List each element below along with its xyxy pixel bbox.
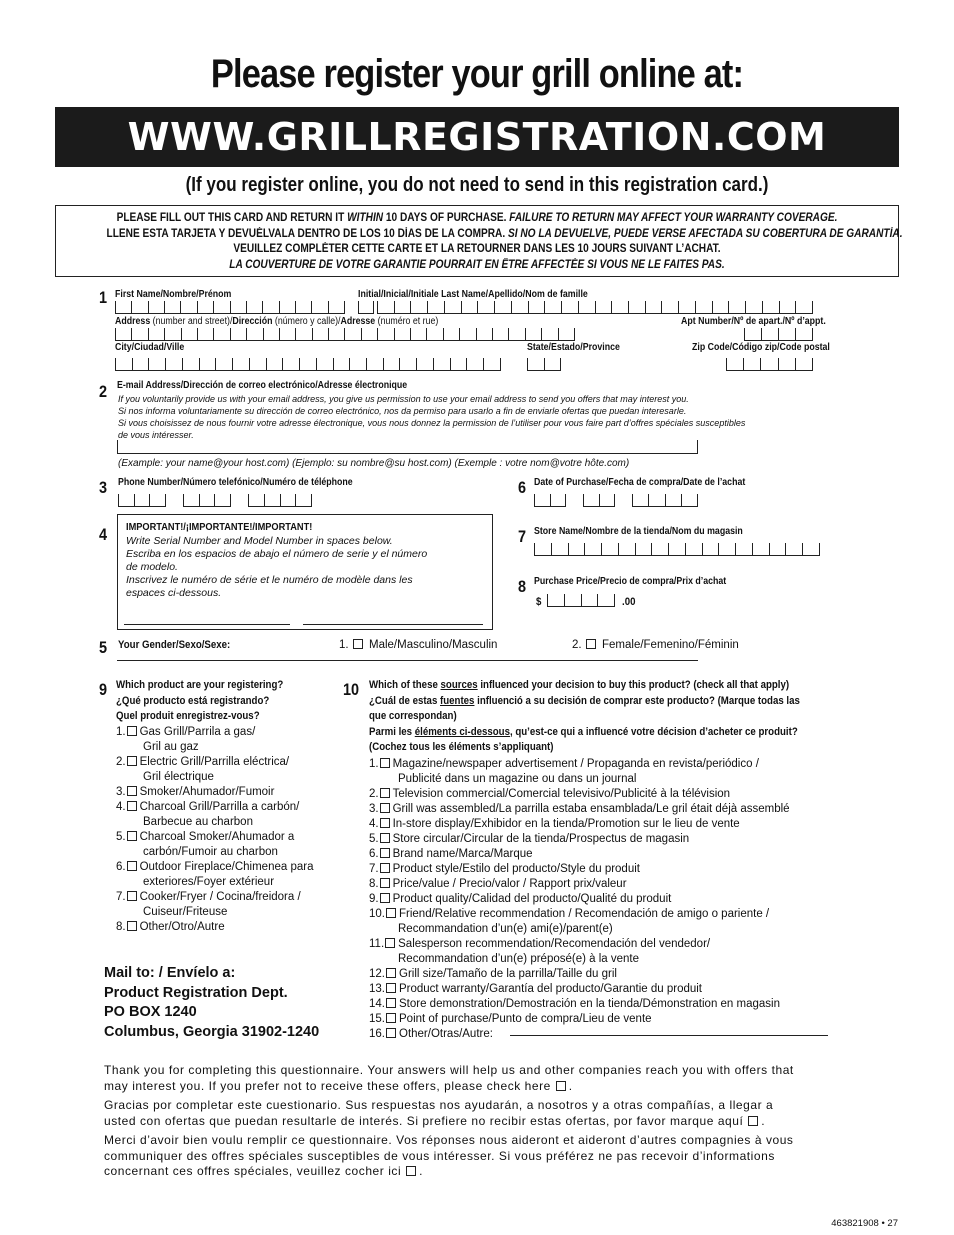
option-number: 12. — [369, 968, 385, 980]
option-item-continued: exteriores/Foyer extérieur — [143, 876, 275, 888]
option-checkbox[interactable] — [380, 863, 390, 873]
option-number: 8. — [116, 921, 126, 933]
important-fr: Inscrivez le numéro de série et le numéro de modèle dans les — [126, 574, 413, 586]
option-item[interactable] — [369, 937, 790, 952]
option-checkbox[interactable] — [380, 803, 390, 813]
sources-question-en: Which of these sources influenced your decision to buy this product? (check all that apply) — [369, 679, 790, 691]
important-title: IMPORTANT!/¡IMPORTANTE!/IMPORTANT! — [126, 521, 313, 533]
option-checkbox[interactable] — [380, 833, 390, 843]
option-item[interactable] — [369, 802, 790, 817]
option-text: Charcoal Smoker/Ahumador a — [139, 831, 295, 843]
option-text: Other/Otras/Autre: — [399, 1028, 493, 1040]
email-example: (Example: your name@your host.com) (Ejemplo: su nombre@su host.com) (Exemple : votre nom@votre hôte.com) — [118, 458, 630, 469]
option-checkbox[interactable] — [380, 788, 390, 798]
purchase-day-field[interactable] — [583, 493, 615, 507]
option-number: 4. — [116, 801, 126, 813]
section-10-number: 10 — [343, 680, 360, 699]
sources-question-es-2: que correspondan) — [369, 710, 457, 722]
purchase-date-label: Date of Purchase/Fecha de compra/Date de l’achat — [534, 477, 746, 488]
option-checkbox[interactable] — [386, 908, 396, 918]
option-checkbox[interactable] — [127, 891, 137, 901]
option-text: Friend/Relative recommendation / Recomendación de amigo o pariente / — [399, 908, 770, 920]
sources-options-list — [369, 757, 790, 1042]
important-es-2: de modelo. — [126, 561, 178, 573]
purchase-year-field[interactable] — [632, 493, 698, 507]
state-label: State/Estado/Province — [527, 342, 620, 353]
divider — [117, 660, 698, 661]
mail-to-label: Mail to: / Envíelo a: — [104, 965, 236, 981]
option-item[interactable] — [116, 785, 313, 800]
state-field[interactable] — [527, 357, 561, 371]
phone-line-field[interactable] — [248, 493, 312, 507]
store-name-label: Store Name/Nombre de la tienda/Nom du magasin — [534, 526, 743, 537]
option-item-continued: Publicité dans un magazine ou dans un journal — [398, 773, 637, 785]
option-text: Product warranty/Garantía del producto/Garantie du produit — [399, 983, 703, 995]
option-text: Price/value / Precio/valor / Rapport prix/valeur — [392, 878, 627, 890]
option-item[interactable] — [116, 920, 313, 935]
option-checkbox[interactable] — [380, 878, 390, 888]
thanks-en: Thank you for completing this questionnaire. Your answers will help us and other companies reach you with offers that may interest you. If you prefer not to receive these offers, please check here . — [104, 1063, 794, 1093]
mailing-address — [104, 964, 319, 1042]
option-checkbox[interactable] — [386, 1028, 396, 1038]
option-text: Magazine/newspaper advertisement / Propaganda en revista/periódico / — [392, 758, 759, 770]
purchase-price-label: Purchase Price/Precio de compra/Prix d’achat — [534, 576, 727, 587]
option-checkbox[interactable] — [127, 801, 137, 811]
option-number: 7. — [116, 891, 126, 903]
option-number: 1. — [369, 758, 379, 770]
option-number: 5. — [369, 833, 379, 845]
option-number: 6. — [369, 848, 379, 860]
notice-es: LLENE ESTA TARJETA Y DEVUÉLVALA DENTRO DE LOS 10 DÍAS DE LA COMPRA. SI NO LA DEVUELVE, PUEDE VERSE AFECTADA SU COBERTURA DE GARANTÍA. — [106, 227, 903, 240]
section-6-number: 6 — [518, 478, 527, 497]
section-3-number: 3 — [99, 478, 108, 497]
option-checkbox[interactable] — [127, 921, 137, 931]
option-item[interactable] — [369, 787, 790, 802]
option-item-continued: carbón/Fumoir au charbon — [143, 846, 278, 858]
option-checkbox[interactable] — [380, 758, 390, 768]
opt-out-checkbox-fr[interactable] — [406, 1166, 416, 1176]
notice-box — [55, 205, 903, 277]
first-name-label: First Name/Nombre/Prénom — [115, 289, 232, 300]
notice-fr-italic: LA COUVERTURE DE VOTRE GARANTIE POURRAIT EN ÊTRE AFFECTÉE SI VOUS NE LE FAITES PAS. — [229, 258, 725, 271]
option-checkbox[interactable] — [127, 756, 137, 766]
city-field[interactable] — [115, 357, 501, 371]
email-disclaimer-es: Si nos informa voluntariamente su dirección de correo electrónico, nos da permiso para usarlo a fin de enviarle ofertas que puedan interesarle. — [118, 406, 687, 416]
option-item[interactable] — [116, 860, 313, 875]
thanks-fr: Merci d’avoir bien voulu remplir ce questionnaire. Vos réponses nous aideront et aideront d’autres compagnies à vous communiquer des offres spéciales susceptibles de vous intéresser. Si vous préférez ne pas recevoir d’informations concernant ces offres spéciales, veuillez cocher ici . — [104, 1133, 794, 1178]
option-checkbox[interactable] — [385, 938, 395, 948]
product-question-en: Which product are your registering? — [116, 679, 284, 691]
option-number: 2. — [369, 788, 379, 800]
apt-number-label: Apt Number/Nº de apart./Nº d’appt. — [681, 316, 826, 327]
option-number: 7. — [369, 863, 379, 875]
serial-model-box — [117, 514, 493, 630]
option-number: 11. — [369, 938, 385, 950]
sources-question-fr: Parmi les éléments ci-dessous, qu’est-ce qui a influencé votre décision d’acheter ce produit? — [369, 725, 798, 738]
section-2-number: 2 — [99, 382, 108, 401]
option-text: Store demonstration/Demostración en la tienda/Démonstration en magasin — [399, 998, 780, 1010]
option-item[interactable] — [369, 877, 790, 892]
option-number: 15. — [369, 1013, 385, 1025]
sources-question-es: ¿Cuál de estas fuentes influenció a su decisión de comprar este producto? (Marque todas las — [369, 694, 800, 707]
gender-female-option[interactable]: 2. Female/Femenino/Féminin — [572, 639, 739, 651]
option-number: 1. — [116, 726, 126, 738]
last-name-field[interactable] — [377, 300, 813, 314]
option-item-continued: Recommandation d’un(e) préposé(e) à la vente — [398, 953, 639, 965]
option-number: 3. — [369, 803, 379, 815]
option-checkbox[interactable] — [127, 786, 137, 796]
option-number: 5. — [116, 831, 126, 843]
zip-field[interactable] — [726, 357, 813, 371]
option-item[interactable] — [369, 817, 790, 832]
gender-male-option[interactable]: 1. Male/Masculino/Masculin — [339, 639, 498, 651]
dollar-sign: $ — [536, 596, 542, 608]
sources-question-fr-2: (Cochez tous les éléments s’appliquant) — [369, 741, 554, 753]
option-item[interactable] — [116, 800, 313, 815]
first-name-field[interactable] — [115, 300, 345, 314]
option-item[interactable] — [369, 847, 790, 862]
other-source-field[interactable] — [510, 1035, 828, 1036]
option-item[interactable] — [369, 967, 790, 982]
option-text: Charcoal Grill/Parrilla a carbón/ — [139, 801, 300, 813]
phone-area-field[interactable] — [118, 493, 166, 507]
option-number: 14. — [369, 998, 385, 1010]
option-text: Other/Otro/Autre — [139, 921, 225, 933]
option-number: 3. — [116, 786, 126, 798]
price-cents: .00 — [622, 596, 636, 608]
option-checkbox[interactable] — [380, 818, 390, 828]
notice-en: PLEASE FILL OUT THIS CARD AND RETURN IT WITHIN 10 DAYS OF PURCHASE. FAILURE TO RETURN MAY AFFECT YOUR WARRANTY COVERAGE. — [116, 212, 838, 224]
product-question — [116, 678, 306, 725]
option-number: 16. — [369, 1028, 385, 1040]
option-text: Point of purchase/Punto de compra/Lieu de vente — [399, 1013, 652, 1025]
opt-out-checkbox-en[interactable] — [556, 1081, 566, 1091]
section-1-number: 1 — [99, 288, 108, 307]
product-question-es: ¿Qué producto está registrando? — [116, 694, 270, 707]
phone-prefix-field[interactable] — [183, 493, 231, 507]
option-checkbox[interactable] — [386, 1013, 396, 1023]
option-item[interactable] — [116, 725, 313, 740]
option-text: Grill was assembled/La parrilla estaba ensamblada/Le gril était déjà assemblé — [392, 803, 790, 815]
option-item[interactable] — [116, 890, 313, 905]
city-label: City/Ciudad/Ville — [115, 342, 185, 353]
email-disclaimer-en: If you voluntarily provide us with your email address, you give us permission to use your email address to send you offers that may interest you. — [118, 394, 689, 404]
option-item[interactable] — [116, 830, 313, 845]
gender-label: Your Gender/Sexo/Sexe: — [118, 639, 231, 651]
option-item-continued: Cuiseur/Friteuse — [143, 906, 228, 918]
phone-label: Phone Number/Número telefónico/Numéro de téléphone — [118, 477, 353, 488]
option-item[interactable] — [369, 1012, 790, 1027]
purchase-month-field[interactable] — [534, 493, 566, 507]
option-item-continued: Barbecue au charbon — [143, 816, 253, 828]
address-field[interactable] — [115, 327, 575, 341]
product-question-fr: Quel produit enregistrez-vous? — [116, 710, 260, 722]
mail-dept: Product Registration Dept. — [104, 984, 288, 1001]
option-item-continued: Gril électrique — [143, 771, 214, 783]
option-text: Product style/Estilo del producto/Style du produit — [392, 863, 640, 875]
option-text: Store circular/Circular de la tienda/Prospectus de magasin — [392, 833, 690, 845]
option-item[interactable] — [369, 982, 790, 997]
section-4-number: 4 — [99, 525, 108, 544]
option-text: Outdoor Fireplace/Chimenea para — [139, 861, 314, 873]
option-text: Salesperson recommendation/Recomendación del vendedor/ — [398, 938, 711, 950]
option-item[interactable] — [369, 907, 790, 922]
email-field[interactable] — [117, 440, 698, 454]
option-number: 10. — [369, 908, 385, 920]
apt-number-field[interactable] — [744, 327, 813, 341]
page-title: Please register your grill online at: — [210, 52, 744, 96]
model-number-field[interactable] — [303, 624, 483, 625]
option-number: 2. — [116, 756, 126, 768]
option-number: 13. — [369, 983, 385, 995]
option-text: Grill size/Tamaño de la parrilla/Taille du gril — [399, 968, 617, 980]
page-subtitle: (If you register online, you do not need to send in this registration card.) — [185, 174, 769, 196]
option-checkbox[interactable] — [386, 998, 396, 1008]
email-label: E-mail Address/Dirección de correo electrónico/Adresse électronique — [117, 380, 408, 391]
option-checkbox[interactable] — [127, 861, 137, 871]
section-8-number: 8 — [518, 577, 527, 596]
option-number: 4. — [369, 818, 379, 830]
purchase-price-field[interactable] — [547, 593, 615, 607]
sources-question — [369, 678, 859, 756]
option-text: Smoker/Ahumador/Fumoir — [139, 786, 275, 798]
option-text: Electric Grill/Parrilla eléctrica/ — [139, 756, 290, 768]
important-fr-2: espaces ci-dessous. — [126, 587, 222, 599]
opt-out-checkbox-es[interactable] — [748, 1116, 758, 1126]
option-text: In-store display/Exhibidor en la tienda/Promotion sur le lieu de vente — [392, 818, 740, 830]
option-text: Television commercial/Comercial televisivo/Publicité à la télévision — [392, 788, 731, 800]
section-5-number: 5 — [99, 638, 108, 657]
important-en: Write Serial Number and Model Number in spaces below. — [126, 535, 393, 547]
option-item-continued: Gril au gaz — [143, 741, 199, 753]
option-text: Gas Grill/Parrila a gas/ — [139, 726, 256, 738]
option-checkbox[interactable] — [380, 893, 390, 903]
option-item-continued: Recommandation d’un(e) ami(e)/parent(e) — [398, 923, 613, 935]
option-number: 6. — [116, 861, 126, 873]
option-text: Brand name/Marca/Marque — [392, 848, 533, 860]
registration-url-banner[interactable]: WWW.GRILLREGISTRATION.COM — [55, 107, 899, 167]
option-item[interactable] — [369, 892, 790, 907]
option-checkbox[interactable] — [386, 968, 396, 978]
option-checkbox[interactable] — [127, 831, 137, 841]
thanks-es: Gracias por completar este cuestionario. Sus respuestas nos ayudarán, a nosotros y a otras compañías, a llegar a usted con ofertas que puedan resultarle de interés. Si prefiere no recibir estas ofertas, por favor marque aquí . — [104, 1098, 774, 1128]
male-checkbox[interactable] — [353, 639, 363, 649]
option-text: Cooker/Fryer / Cocina/freidora / — [139, 891, 301, 903]
product-options-list — [116, 725, 313, 935]
option-item[interactable] — [369, 997, 790, 1012]
option-item[interactable] — [369, 757, 790, 772]
female-checkbox[interactable] — [586, 639, 596, 649]
option-checkbox[interactable] — [380, 848, 390, 858]
option-checkbox[interactable] — [386, 983, 396, 993]
option-item[interactable] — [116, 755, 313, 770]
email-disclaimer-fr-2: de vous intéresser. — [118, 430, 194, 440]
option-number: 9. — [369, 893, 379, 905]
initial-last-name-label: Initial/Inicial/Initiale Last Name/Apellido/Nom de famille — [358, 289, 588, 300]
option-number: 8. — [369, 878, 379, 890]
notice-fr: VEUILLEZ COMPLÉTER CETTE CARTE ET LA RETOURNER DANS LES 10 JOURS SUIVANT L’ACHAT. — [233, 243, 721, 255]
store-name-field[interactable] — [534, 542, 820, 556]
option-checkbox[interactable] — [127, 726, 137, 736]
option-item[interactable] — [369, 862, 790, 877]
option-item[interactable] — [369, 832, 790, 847]
zip-label: Zip Code/Código zip/Code postal — [692, 342, 830, 353]
page-footer-code: 463821908 • 27 — [831, 1218, 898, 1229]
address-label: Address (number and street)/Dirección (número y calle)/Adresse (numéro et rue) — [115, 316, 439, 327]
section-9-number: 9 — [99, 680, 108, 699]
initial-field[interactable] — [358, 300, 374, 314]
mail-pobox: PO BOX 1240 — [104, 1004, 197, 1020]
section-7-number: 7 — [518, 527, 527, 546]
important-es: Escriba en los espacios de abajo el número de serie y el número — [126, 548, 428, 560]
option-text: Product quality/Calidad del producto/Qualité du produit — [392, 893, 672, 905]
serial-number-field[interactable] — [124, 624, 290, 625]
email-disclaimer-fr: Si vous choisissez de nous fournir votre adresse électronique, vous nous donnez la permission de l’utiliser pour vous faire part d’offres spéciales susceptibles — [118, 418, 746, 428]
mail-city: Columbus, Georgia 31902-1240 — [104, 1023, 320, 1040]
